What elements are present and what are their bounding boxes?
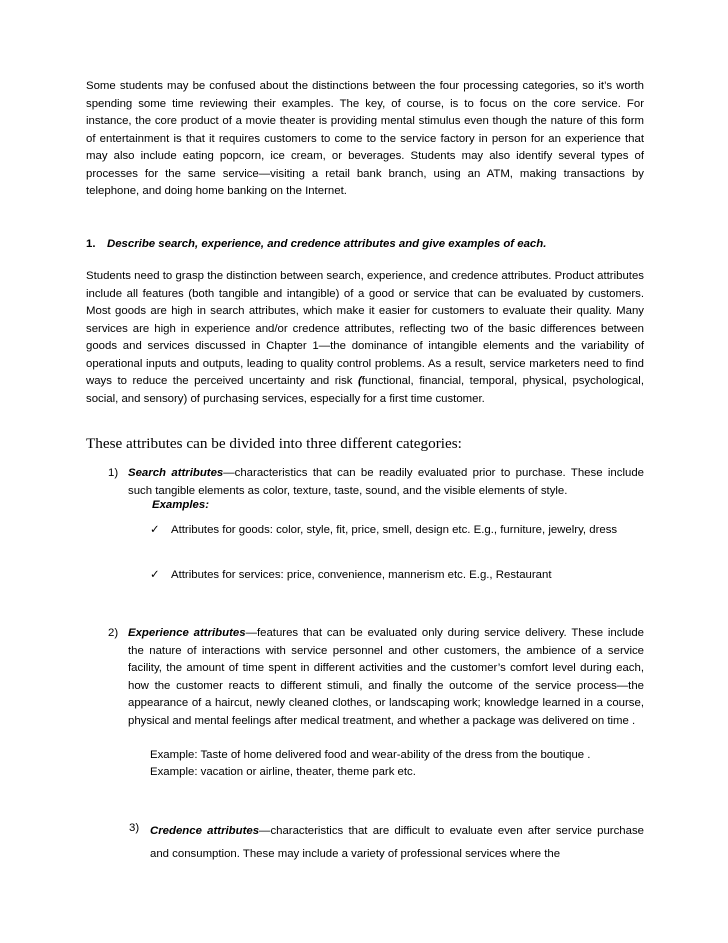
list-item (150, 567, 644, 585)
list-item-credence-attributes (129, 820, 644, 866)
list-item-body (128, 465, 644, 500)
examples-label: Examples: (152, 499, 209, 511)
term-credence-attributes: Credence attributes (150, 825, 260, 837)
bullet-text: Attributes for goods: color, style, fit, price, smell, design etc. E.g., furniture, jewelry, dress (171, 524, 618, 536)
list-item (150, 522, 644, 558)
list-item-search-attributes (108, 465, 644, 501)
list-marker: 2) (108, 627, 119, 639)
answer-paren: ( (357, 375, 362, 387)
list-item-experience-attributes (108, 625, 644, 750)
question-heading (86, 236, 646, 254)
term-experience-attributes: Experience attributes (128, 627, 246, 639)
question-text: Describe search, experience, and credence attributes and give examples of each. (107, 238, 547, 250)
check-icon: ✓ (150, 524, 160, 536)
experience-example-2: Example: vacation or airline, theater, theme park etc. (150, 766, 416, 778)
check-icon: ✓ (150, 569, 160, 581)
categories-title: These attributes can be divided into three different categories: (86, 435, 462, 452)
question-number: 1. (86, 238, 96, 250)
experience-example-1: Example: Taste of home delivered food and wear-ability of the dress from the boutique . (150, 749, 591, 761)
definition-credence-attributes: —characteristics that are difficult to evaluate even after service purchase and consumption. These may include a variety of professional services where the (150, 825, 644, 860)
term-search-attributes: Search attributes (128, 467, 224, 479)
list-item-body (128, 625, 644, 730)
definition-search-attributes: —characteristics that can be readily evaluated prior to purchase. These include such tangible elements as color, texture, taste, sound, and the visible elements of style. (128, 467, 644, 497)
definition-experience-attributes: —features that can be evaluated only during service delivery. These include the nature of interactions with service personnel and other customers, the ambience of a service facility, the amount of time spent in different activities and the customer’s comfort level during each, how the customer reacts to different stimuli, and finally the outcome of the service process—the appearance of a haircut, newly cleaned clothes, or landscaping work; knowledge learned in a course, physical and mental feelings after medical treatment, and whether a package was delivered on time . (128, 627, 644, 727)
list-item-body (150, 820, 644, 866)
list-marker: 1) (108, 467, 119, 479)
answer-text-after: functional, financial, temporal, physical, psychological, social, and sensory) of purchasing services, especially for a first time customer. (86, 375, 645, 405)
answer-text-before: Students need to grasp the distinction between search, experience, and credence attributes. Product attributes include all features (both tangible and intangible) of a good or service that can be evaluated by customers. Most goods are high in search attributes, which make it easier for customers to evaluate their quality. Many services are high in experience and/or credence attributes, reflecting two of the basic differences between goods and services discussed in Chapter 1—the dominance of intangible elements and the variability of operational inputs and outputs, leading to quality control problems. As a result, service marketers need to find ways to reduce the perceived uncertainty and risk (86, 270, 644, 387)
answer-paragraph (86, 268, 644, 408)
list-marker: 3) (129, 822, 140, 834)
bullet-text: Attributes for services: price, convenience, mannerism etc. E.g., Restaurant (171, 569, 552, 581)
intro-paragraph: Some students may be confused about the distinctions between the four processing categories, so it’s worth spending some time reviewing their examples. The key, of course, is to focus on the core service. For instance, the core product of a movie theater is providing mental stimulus even though the nature of this form of entertainment is that it requires customers to come to the service factory in person for an experience that may also include eating popcorn, ice cream, or beverages. Students may also identify several types of processes for the same service—visiting a retail bank branch, using an ATM, making transactions by telephone, and doing home banking on the Internet. (86, 80, 644, 197)
